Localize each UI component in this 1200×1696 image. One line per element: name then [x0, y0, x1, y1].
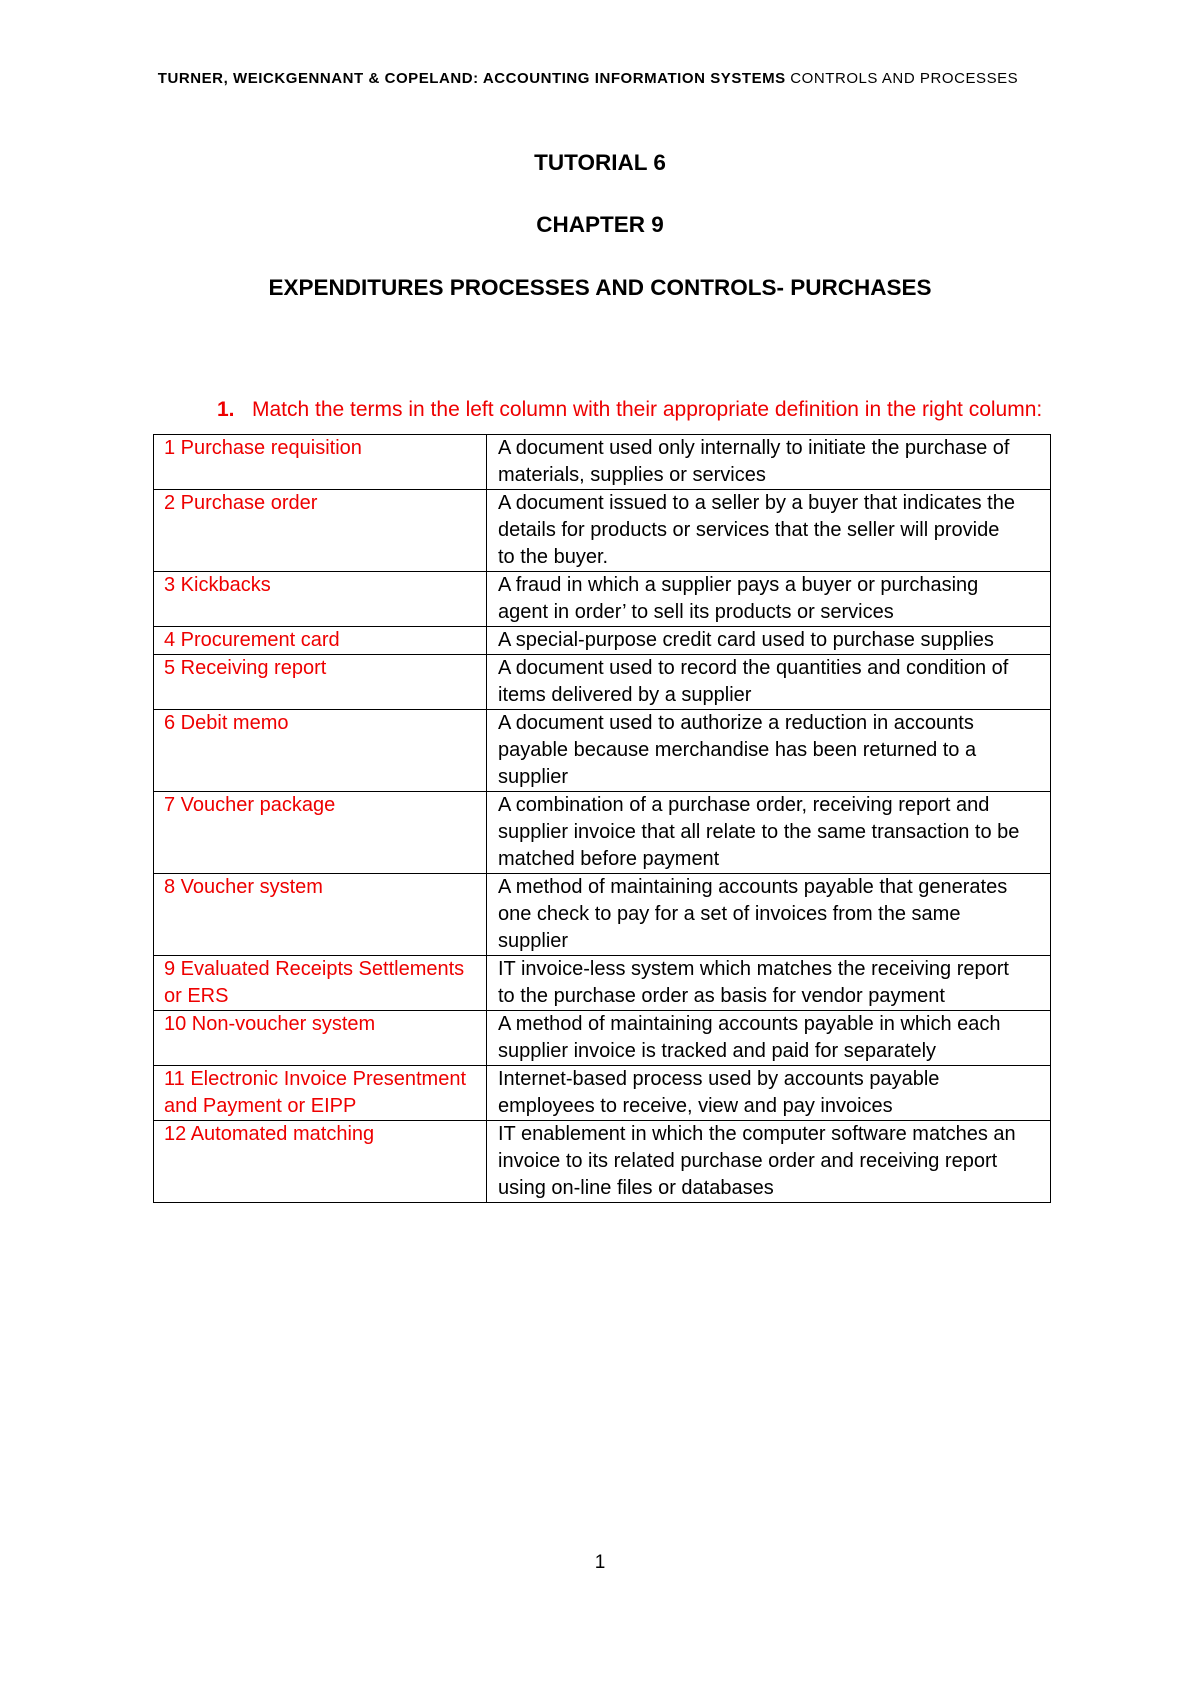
term-line: 12 Automated matching: [164, 1123, 375, 1145]
table-row: [154, 1121, 1051, 1203]
definition-cell: [487, 1011, 1051, 1066]
definition-cell: [487, 627, 1051, 655]
definition-cell: [487, 874, 1051, 956]
definition-line: Internet-based process used by accounts payable: [498, 1068, 940, 1090]
question-text: Match the terms in the left column with their appropriate definition in the right column:: [252, 398, 1043, 421]
definition-line: agent in order’ to sell its products or services: [498, 601, 894, 623]
term-line: 11 Electronic Invoice Presentment: [164, 1068, 467, 1090]
table-row: [154, 956, 1051, 1011]
term-line: 2 Purchase order: [164, 492, 318, 514]
definition-line: one check to pay for a set of invoices from the same: [498, 903, 961, 925]
terms-definitions-table: [153, 434, 1051, 1203]
term-line: or ERS: [164, 985, 229, 1007]
definition-cell: [487, 956, 1051, 1011]
term-cell: [154, 874, 487, 956]
definition-line: A document issued to a seller by a buyer that indicates the: [498, 492, 1015, 514]
term-cell: [154, 655, 487, 710]
term-line: 9 Evaluated Receipts Settlements: [164, 958, 465, 980]
table-row: [154, 655, 1051, 710]
term-cell: [154, 1121, 487, 1203]
definition-line: A combination of a purchase order, receiving report and: [498, 794, 990, 816]
question-prompt: [217, 397, 1042, 423]
table-row: [154, 710, 1051, 792]
definition-line: supplier invoice that all relate to the same transaction to be: [498, 821, 1020, 843]
term-cell: [154, 710, 487, 792]
table-row: [154, 1066, 1051, 1121]
table-row: [154, 874, 1051, 956]
term-line: 5 Receiving report: [164, 657, 327, 679]
definition-cell: [487, 1066, 1051, 1121]
running-header: [0, 69, 1176, 89]
definition-cell: [487, 710, 1051, 792]
term-cell: [154, 572, 487, 627]
definition-line: supplier invoice is tracked and paid for separately: [498, 1040, 937, 1062]
table-body: [154, 435, 1051, 1203]
definition-line: payable because merchandise has been returned to a: [498, 739, 977, 761]
definition-cell: [487, 572, 1051, 627]
table-row: [154, 792, 1051, 874]
page-number: 1: [594, 1552, 606, 1573]
table-row: [154, 572, 1051, 627]
definition-line: to the purchase order as basis for vendor payment: [498, 985, 945, 1007]
definition-line: IT invoice-less system which matches the receiving report: [498, 958, 1009, 980]
definition-line: A method of maintaining accounts payable in which each: [498, 1013, 1001, 1035]
definition-line: to the buyer.: [498, 546, 609, 568]
definition-line: A document used only internally to initiate the purchase of: [498, 437, 1010, 459]
term-line: 7 Voucher package: [164, 794, 336, 816]
definition-line: A method of maintaining accounts payable that generates: [498, 876, 1008, 898]
definition-cell: [487, 435, 1051, 490]
term-cell: [154, 1011, 487, 1066]
definition-line: details for products or services that the seller will provide: [498, 519, 1000, 541]
chapter-title: CHAPTER 9: [536, 212, 664, 237]
definition-line: items delivered by a supplier: [498, 684, 752, 706]
table-row: [154, 1011, 1051, 1066]
definition-line: using on-line files or databases: [498, 1177, 774, 1199]
term-line: 3 Kickbacks: [164, 574, 271, 596]
term-line: and Payment or EIPP: [164, 1095, 357, 1117]
table-row: [154, 435, 1051, 490]
term-line: 6 Debit memo: [164, 712, 289, 734]
term-line: 10 Non-voucher system: [164, 1013, 376, 1035]
tutorial-title: TUTORIAL 6: [534, 150, 666, 175]
table-row: [154, 627, 1051, 655]
definition-line: materials, supplies or services: [498, 464, 766, 486]
topic-title: EXPENDITURES PROCESSES AND CONTROLS- PURCHASES: [268, 275, 932, 300]
definition-line: employees to receive, view and pay invoices: [498, 1095, 893, 1117]
term-cell: [154, 792, 487, 874]
definition-line: A document used to authorize a reduction in accounts: [498, 712, 974, 734]
header-book-title: TURNER, WEICKGENNANT & COPELAND: ACCOUNTING INFORMATION SYSTEMS: [157, 70, 786, 87]
term-cell: [154, 1066, 487, 1121]
definition-line: invoice to its related purchase order and receiving report: [498, 1150, 998, 1172]
definition-cell: [487, 792, 1051, 874]
definition-line: matched before payment: [498, 848, 720, 870]
question-number: 1.: [217, 398, 235, 421]
term-cell: [154, 435, 487, 490]
definition-cell: [487, 655, 1051, 710]
term-cell: [154, 627, 487, 655]
table-row: [154, 490, 1051, 572]
term-cell: [154, 490, 487, 572]
definition-line: IT enablement in which the computer software matches an: [498, 1123, 1016, 1145]
definition-line: supplier: [498, 766, 569, 788]
term-line: 8 Voucher system: [164, 876, 323, 898]
term-line: 1 Purchase requisition: [164, 437, 362, 459]
term-cell: [154, 956, 487, 1011]
definition-line: A special-purpose credit card used to purchase supplies: [498, 629, 994, 651]
definition-line: A fraud in which a supplier pays a buyer or purchasing: [498, 574, 979, 596]
definition-cell: [487, 1121, 1051, 1203]
header-book-subtitle: CONTROLS AND PROCESSES: [790, 70, 1019, 87]
definition-line: supplier: [498, 930, 569, 952]
term-line: 4 Procurement card: [164, 629, 340, 651]
definition-line: A document used to record the quantities and condition of: [498, 657, 1009, 679]
definition-cell: [487, 490, 1051, 572]
